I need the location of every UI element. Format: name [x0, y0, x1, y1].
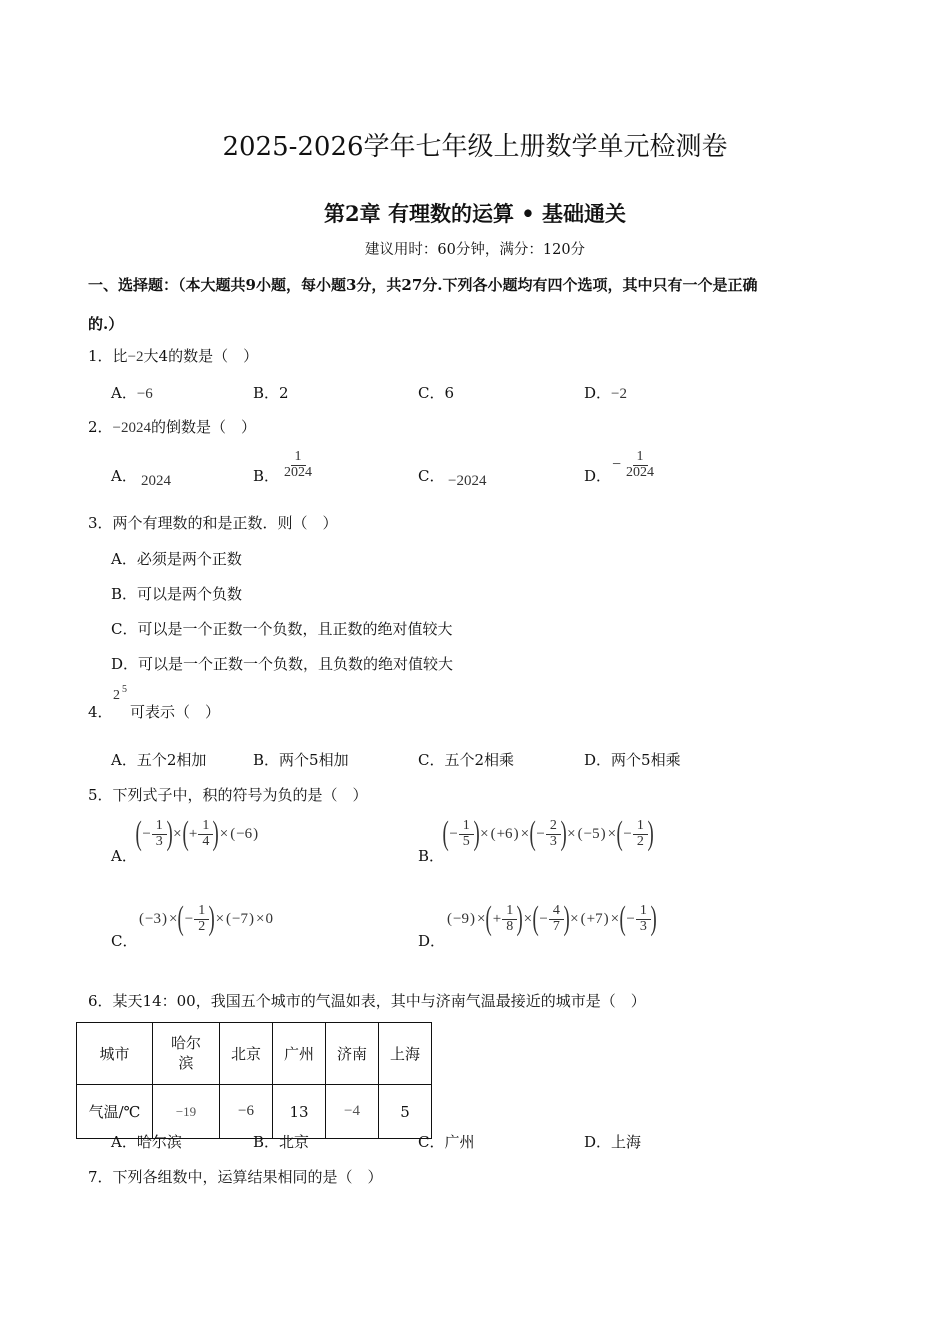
table-cell: 13: [273, 1085, 326, 1139]
question-4-number: 4．: [88, 703, 113, 721]
q4-option-a[interactable]: A．五个2相加: [111, 751, 207, 769]
q2-option-d-label[interactable]: D．: [584, 467, 612, 485]
table-cell: −6: [220, 1085, 273, 1139]
q3-option-b[interactable]: B．可以是两个负数: [111, 585, 243, 603]
q2-option-c-value[interactable]: −2024: [448, 473, 487, 489]
table-header-row: [77, 1023, 432, 1085]
q1-option-a[interactable]: A．−6: [111, 384, 153, 402]
q4-option-c[interactable]: C．五个2相乘: [418, 751, 515, 769]
q4-power-base: 2: [113, 688, 120, 703]
q1-option-c[interactable]: C．6: [418, 384, 455, 402]
q5-option-c-label[interactable]: C．: [111, 932, 138, 950]
question-2: 2．−2024的倒数是（ ）: [88, 418, 257, 436]
q6-option-d[interactable]: D．上海: [584, 1133, 642, 1151]
chapter-subtitle: 第2章 有理数的运算 • 基础通关: [324, 201, 626, 226]
q5-option-a-label[interactable]: A．: [111, 847, 137, 865]
q6-option-a[interactable]: A．哈尔滨: [111, 1133, 182, 1151]
table-header-cell: 广州: [273, 1023, 326, 1085]
q5-option-a-expression[interactable]: ( − $\frac{1}{3}$ ) × ( + $\frac{1}{4}$ ) × ( −6 ): [135, 815, 259, 852]
q1-option-d[interactable]: D．−2: [584, 384, 627, 402]
q2-option-b-label[interactable]: B．: [253, 467, 280, 485]
table-cell: 5: [379, 1085, 432, 1139]
table-cell: 气温/℃: [77, 1085, 153, 1139]
q2-option-b-fraction[interactable]: $\frac{1}{2024}$: [284, 449, 312, 480]
question-5: 5．下列式子中，积的符号为负的是（ ）: [88, 786, 368, 804]
exam-meta: 建议用时：60分钟，满分：120分: [364, 242, 586, 258]
q3-option-a[interactable]: A．必须是两个正数: [111, 550, 242, 568]
question-3: 3．两个有理数的和是正数．则（ ）: [88, 514, 338, 532]
question-6: 6．某天14：00，我国五个城市的气温如表，其中与济南气温最接近的城市是（ ）: [88, 992, 646, 1010]
question-1: 1．比−2大4的数是（ ）: [88, 347, 259, 365]
q3-option-c[interactable]: C．可以是一个正数一个负数，且正数的绝对值较大: [111, 620, 453, 638]
q5-option-d-label[interactable]: D．: [418, 932, 446, 950]
q5-option-b-label[interactable]: B．: [418, 847, 445, 865]
q4-option-b[interactable]: B．两个5相加: [253, 751, 349, 769]
q3-option-d[interactable]: D．可以是一个正数一个负数，且负数的绝对值较大: [111, 655, 454, 673]
q2-option-d-fraction[interactable]: − $\frac{1}{2024}$: [612, 449, 655, 480]
table-cell: −19: [153, 1085, 220, 1139]
q5-option-d-expression[interactable]: ( −9 ) × ( + $\frac{1}{8}$ ) × ( − $\frac{4}{7}$ ) × ( +7 ) × ( − $\frac{1}{3}$ ): [447, 900, 657, 937]
table-cell: −4: [326, 1085, 379, 1139]
table-header-cell: 哈尔滨: [153, 1023, 220, 1085]
q5-option-c-expression[interactable]: ( −3 ) × ( − $\frac{1}{2}$ ) × ( −7 ) × 0: [139, 900, 273, 937]
q4-power-exponent: 5: [122, 684, 127, 695]
q6-option-b[interactable]: B．北京: [253, 1133, 310, 1151]
table-header-cell: 城市: [77, 1023, 153, 1085]
section-heading-line1: 一、选择题：（本大题共9小题，每小题3分，共27分.下列各小题均有四个选项，其中只有一个是正确: [88, 276, 758, 294]
table-header-cell: 上海: [379, 1023, 432, 1085]
page-title: 2025-2026学年七年级上册数学单元检测卷: [222, 132, 728, 162]
table-header-cell: 济南: [326, 1023, 379, 1085]
q2-option-a-label[interactable]: A．: [111, 467, 137, 485]
q1-option-b[interactable]: B．2: [253, 384, 289, 402]
q2-option-a-value[interactable]: 2024: [141, 473, 171, 489]
q6-option-c[interactable]: C．广州: [418, 1133, 475, 1151]
q5-option-b-expression[interactable]: ( − $\frac{1}{5}$ ) × ( +6 ) × ( − $\frac{2}{3}$ ) × ( −5 ) × ( − $\frac{1}{2}$ ): [442, 815, 654, 852]
q2-option-c-label[interactable]: C．: [418, 467, 445, 485]
q4-option-d[interactable]: D．两个5相乘: [584, 751, 681, 769]
question-7: 7．下列各组数中，运算结果相同的是（ ）: [88, 1168, 383, 1186]
question-4-text: 可表示（ ）: [130, 703, 221, 721]
table-header-cell: 北京: [220, 1023, 273, 1085]
temperature-table: [76, 1022, 432, 1139]
section-heading-line2: 的.）: [88, 315, 124, 333]
